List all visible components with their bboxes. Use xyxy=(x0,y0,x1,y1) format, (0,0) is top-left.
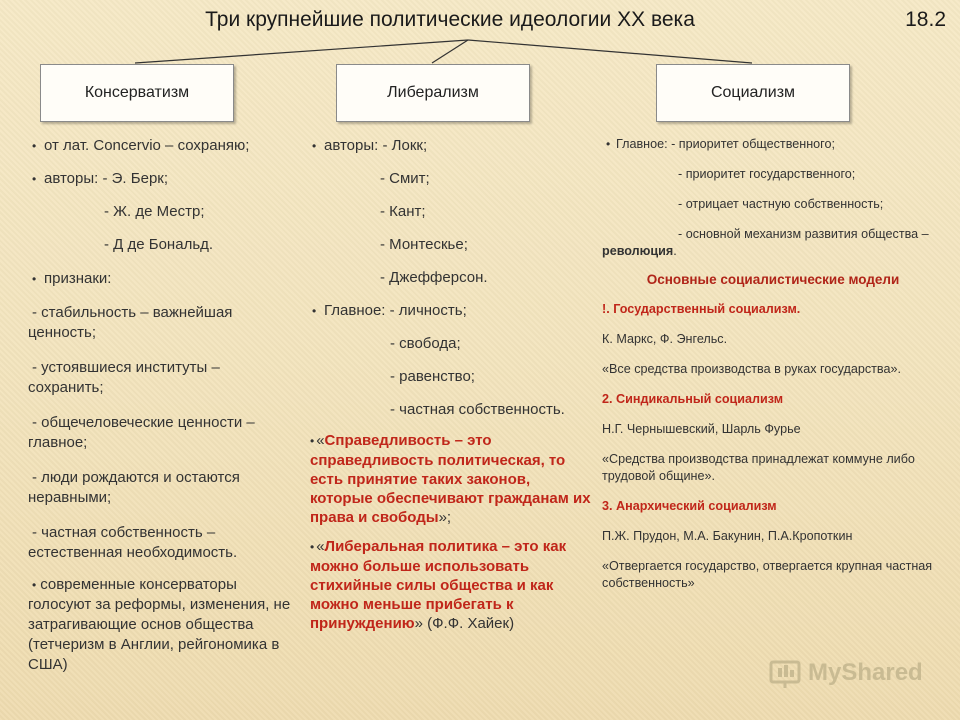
myshared-logo xyxy=(768,656,923,690)
list-item: - Джефферсон. xyxy=(380,269,488,286)
socialism-column xyxy=(602,136,944,592)
list-item: - свобода; xyxy=(390,335,461,352)
models-heading: Основные социалистические модели xyxy=(646,272,900,287)
list-item: • авторы: - Локк; xyxy=(312,137,428,154)
list-item: • авторы: - Э. Берк; xyxy=(32,170,169,187)
list-item: • признаки: xyxy=(32,270,112,287)
list-item: - Ж. де Местр; xyxy=(104,203,205,220)
conservatism-column xyxy=(28,136,294,675)
list-item: - равенство; xyxy=(390,368,475,385)
model-quote: «Средства производства принадлежат коммуне либо трудовой общине». xyxy=(602,452,915,483)
conservatism-box: Консерватизм xyxy=(40,64,234,122)
list-item: - частная собственность – естественная необходимость. xyxy=(28,524,238,561)
model-anarchist-socialism: 3. Анархический социализм xyxy=(602,499,777,513)
model-quote: «Отвергается государство, отвергается крупная частная собственность» xyxy=(602,559,933,590)
list-item: - частная собственность. xyxy=(390,401,565,418)
presentation-icon xyxy=(768,656,802,690)
model-authors: П.Ж. Прудон, М.А. Бакунин, П.А.Кропоткин xyxy=(602,529,853,543)
list-item: - приоритет государственного; xyxy=(678,167,856,181)
model-syndicalist-socialism: 2. Синдикальный социализм xyxy=(602,392,784,406)
quote-hayek: • «Либеральная политика – это как можно больше использовать стихийные силы общества и как можно меньше прибегать к принуждению» (Ф.Ф. Хайек) xyxy=(310,538,567,632)
watermark-text: MyShared xyxy=(808,659,923,686)
list-item: - Смит; xyxy=(380,170,430,187)
quote-justice: • «Справедливость – это справедливость политическая, то есть принятие таких законов, которые обеспечивают гражданам их права и свободы»; xyxy=(310,432,591,526)
model-authors: Н.Г. Чернышевский, Шарль Фурье xyxy=(602,422,801,436)
list-item: - основной механизм развития общества – революция. xyxy=(602,227,929,258)
list-item: - Д де Бональд. xyxy=(104,236,214,253)
liberalism-column xyxy=(310,136,596,633)
list-item: - люди рождаются и остаются неравными; xyxy=(28,469,240,506)
model-authors: К. Маркс, Ф. Энгельс. xyxy=(602,332,728,346)
model-quote: «Все средства производства в руках государства». xyxy=(602,362,901,376)
model-state-socialism: !. Государственный социализм. xyxy=(602,302,801,316)
list-item: - устоявшиеся институты – сохранить; xyxy=(28,359,220,396)
list-item: - отрицает частную собственность; xyxy=(678,197,884,211)
list-item: • современные консерваторы голосуют за реформы, изменения, не затрагивающие основ общества (тетчеризм в Англии, рейгономика в США) xyxy=(28,576,291,673)
list-item: • Главное: - личность; xyxy=(312,302,467,319)
list-item: • Главное: - приоритет общественного; xyxy=(606,137,835,151)
liberalism-box: Либерализм xyxy=(336,64,530,122)
list-item: - общечеловеческие ценности – главное; xyxy=(28,414,255,451)
list-item: • от лат. Concervio – сохраняю; xyxy=(32,137,250,154)
list-item: - Монтескье; xyxy=(380,236,468,253)
list-item: - Кант; xyxy=(380,203,426,220)
list-item: - стабильность – важнейшая ценность; xyxy=(28,304,233,341)
slide-number: 18.2 xyxy=(905,8,946,31)
socialism-box: Социализм xyxy=(656,64,850,122)
slide-title: Три крупнейшие политические идеологии XX века xyxy=(205,8,695,31)
